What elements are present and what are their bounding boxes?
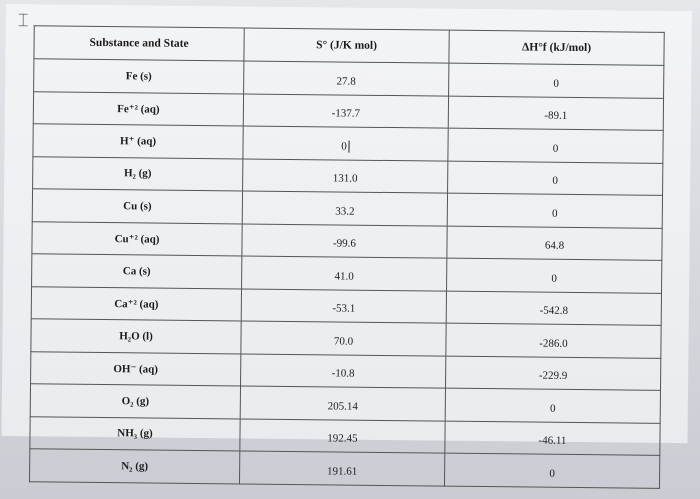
entropy-cell: 41.0 [242,256,447,291]
enthalpy-cell: -46.11 [445,421,660,456]
enthalpy-cell: 0 [445,388,660,423]
entropy-cell: 131.0 [243,158,448,193]
entropy-cell: 192.45 [240,418,445,453]
entropy-cell: 191.61 [239,451,444,486]
enthalpy-cell: 0 [448,161,663,196]
enthalpy-cell: 64.8 [447,226,662,261]
enthalpy-cell: 0 [447,258,662,293]
enthalpy-cell: 0 [448,128,663,163]
entropy-cell: -99.6 [242,223,447,258]
enthalpy-cell: -286.0 [446,323,661,358]
entropy-value: 0 [341,140,347,153]
entropy-cell: 70.0 [241,321,446,356]
substance-cell: H⁺ (aq) [33,124,243,159]
entropy-cell: 205.14 [240,386,445,421]
header-substance: Substance and State [34,26,244,61]
enthalpy-cell: 0 [449,63,664,98]
header-entropy: S° (J/K mol) [244,28,449,63]
substance-cell: Ca (s) [32,254,242,289]
substance-cell: OH⁻ (aq) [31,351,241,386]
enthalpy-cell: 0 [444,453,659,488]
entropy-cell: 27.8 [244,61,449,96]
thermodynamic-data-table [29,25,665,488]
substance-cell: N₂ (g) [30,449,240,484]
substance-cell: Fe (s) [34,59,244,94]
header-enthalpy: ΔH°f (kJ/mol) [449,30,664,65]
text-caret [349,141,350,153]
table-row [30,449,660,488]
substance-cell: O₂ (g) [30,384,240,419]
enthalpy-cell: 0 [447,193,662,228]
entropy-cell: -137.7 [243,93,448,128]
entropy-cell: -10.8 [241,353,446,388]
substance-cell: H₂O (l) [31,319,241,354]
entropy-cell-editing[interactable] [243,126,448,161]
substance-cell: Fe⁺² (aq) [33,91,243,126]
enthalpy-cell: -542.8 [446,291,661,326]
substance-cell: Ca⁺² (aq) [31,286,241,321]
substance-cell: Cu (s) [32,189,242,224]
text-cursor-icon: ⌶ [17,10,29,32]
enthalpy-cell: -229.9 [446,356,661,391]
substance-cell: H₂ (g) [33,156,243,191]
entropy-cell: 33.2 [242,191,447,226]
enthalpy-cell: -89.1 [448,96,663,131]
substance-cell: NH₃ (g) [30,416,240,451]
entropy-cell: -53.1 [241,288,446,323]
substance-cell: Cu⁺² (aq) [32,221,242,256]
document-page [1,4,691,480]
